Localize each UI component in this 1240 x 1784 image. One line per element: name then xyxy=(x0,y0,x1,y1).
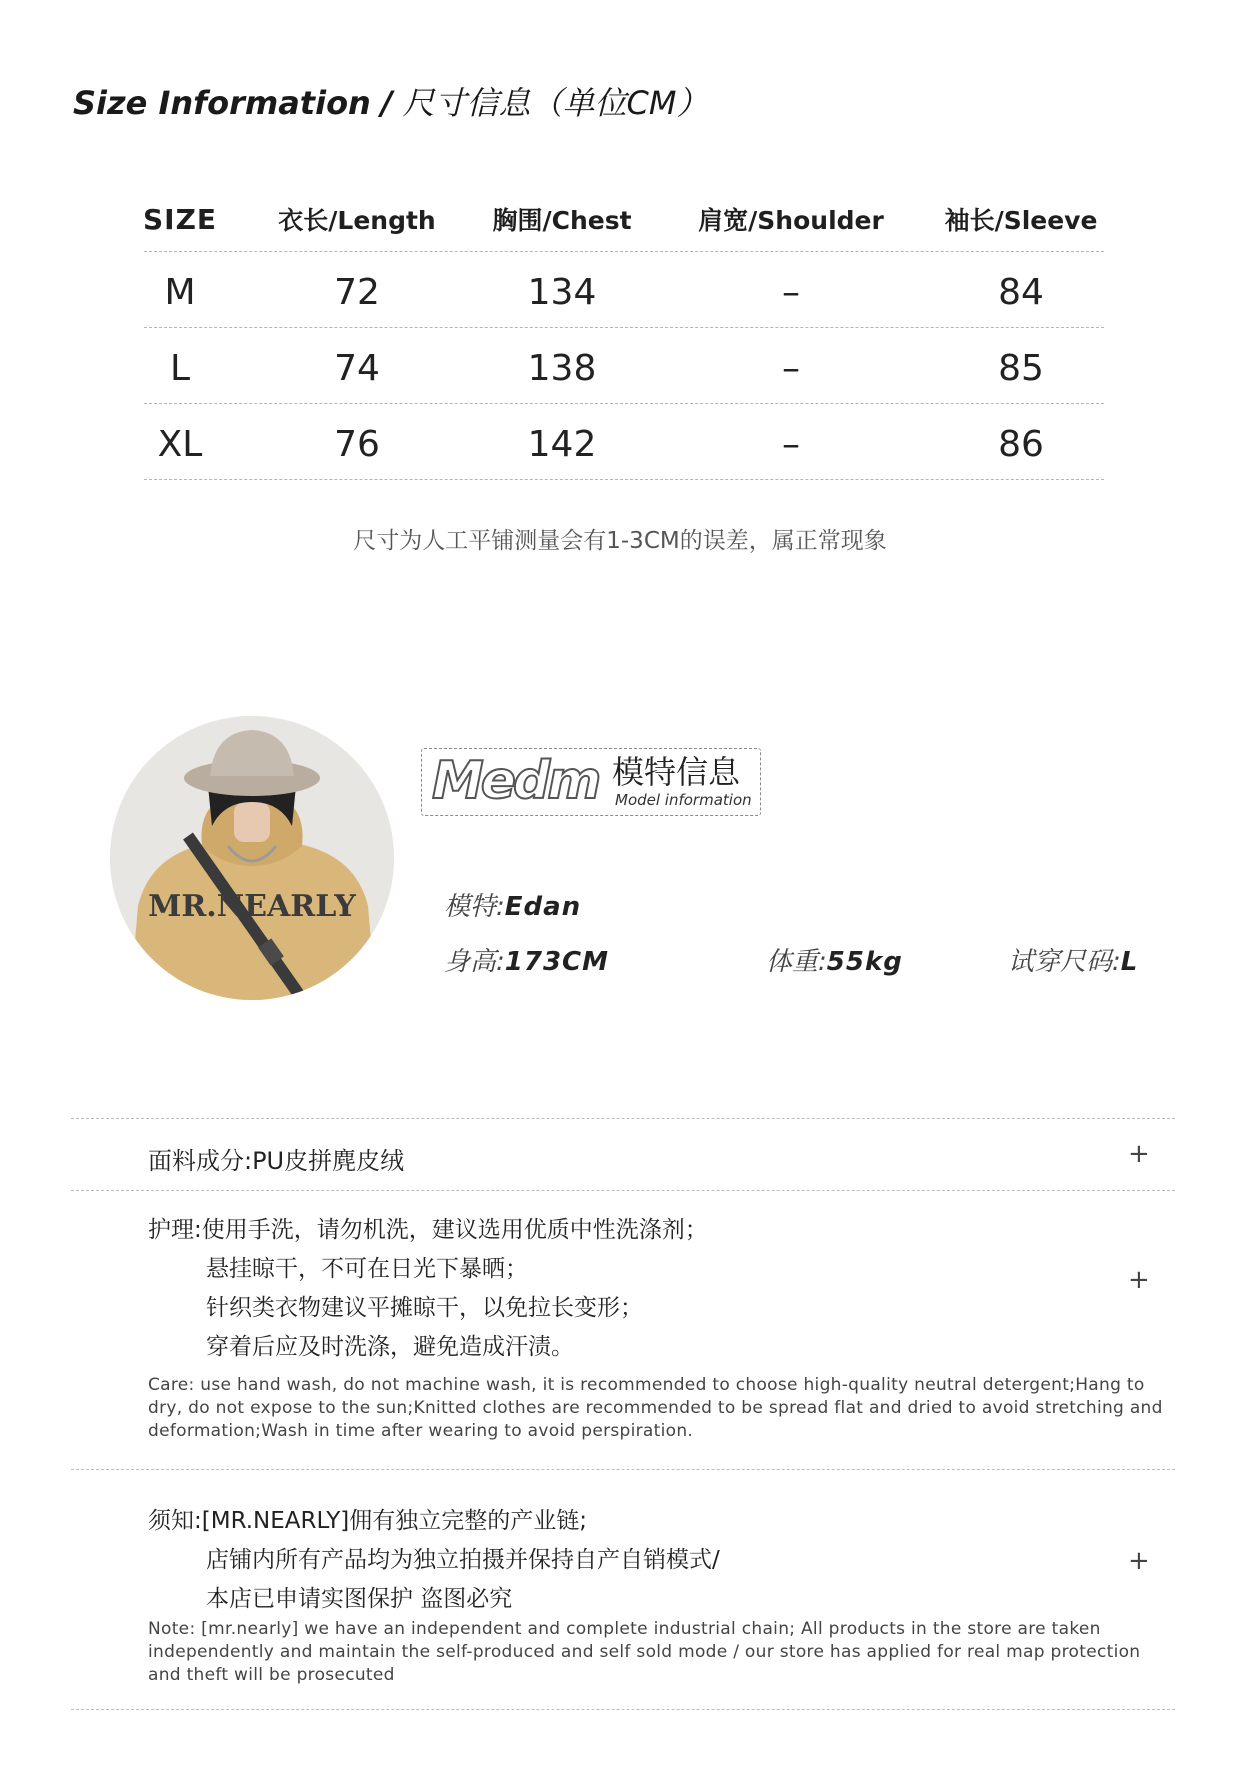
size-table xyxy=(144,195,1104,480)
fabric-composition: 面料成分:PU皮拼麂皮绒 xyxy=(148,1147,405,1175)
care-line-2: 悬挂晾干，不可在日光下暴晒； xyxy=(206,1256,528,1282)
notice-line-1: 须知:[MR.NEARLY]佣有独立完整的产业链; xyxy=(148,1508,588,1534)
cell-sleeve: 84 xyxy=(998,272,1044,313)
cell-sleeve: 85 xyxy=(998,348,1044,389)
model-size-value: L xyxy=(1120,947,1139,977)
notice-line-3: 本店已申请实图保护 盗图必究 xyxy=(206,1586,513,1612)
model-weight-value: 55kg xyxy=(826,947,903,977)
header-shoulder: 肩宽/Shoulder xyxy=(698,206,884,235)
care-expand-button[interactable]: + xyxy=(1128,1265,1150,1295)
model-size xyxy=(1008,941,1138,978)
care-english-text: Care: use hand wash, do not machine wash, it is recommended to choose high-quality neutral detergent;Hang to dry, do not expose to the sun;Knitted clothes are recommended to be spread flat and dried to avoid stretching and deformation;Wash in time after wearing to avoid perspiration. xyxy=(148,1375,1163,1441)
model-name-label: 模特: xyxy=(444,892,505,922)
table-row xyxy=(144,404,1104,480)
model-info-heading-zh: 模特信息 xyxy=(612,753,741,791)
model-name xyxy=(444,886,581,923)
model-info-heading-en: Model information xyxy=(615,791,752,809)
table-row xyxy=(144,252,1104,328)
header-size: SIZE xyxy=(142,203,218,236)
table-row xyxy=(144,328,1104,404)
table-header xyxy=(144,195,1104,252)
size-table-note: 尺寸为人工平铺测量会有1-3CM的误差，属正常现象 xyxy=(353,528,887,554)
model-height-label: 身高: xyxy=(444,947,505,977)
cell-length: 74 xyxy=(334,348,380,389)
title-slash: / xyxy=(380,84,393,122)
notice-expand-button[interactable]: + xyxy=(1128,1546,1150,1576)
model-size-label: 试穿尺码: xyxy=(1008,947,1121,977)
model-height xyxy=(444,941,609,978)
model-height-value: 173CM xyxy=(504,947,609,977)
model-name-value: Edan xyxy=(504,892,582,922)
cell-chest: 138 xyxy=(527,348,597,389)
divider xyxy=(71,1469,1175,1470)
cell-length: 72 xyxy=(334,272,380,313)
model-avatar xyxy=(110,716,394,1000)
title-zh: 尺寸信息（单位CM） xyxy=(402,84,709,122)
divider xyxy=(71,1118,1175,1119)
model-weight-label: 体重: xyxy=(766,947,827,977)
divider xyxy=(71,1709,1175,1710)
header-sleeve: 袖长/Sleeve xyxy=(944,206,1098,235)
page-title xyxy=(73,78,708,124)
header-chest: 胸围/Chest xyxy=(492,206,632,235)
cell-size: XL xyxy=(157,424,203,465)
care-line-3: 针织类衣物建议平摊晾干，以免拉长变形； xyxy=(206,1295,643,1321)
cell-length: 76 xyxy=(334,424,380,465)
cell-shoulder: – xyxy=(782,348,800,389)
care-line-1: 护理:使用手洗，请勿机洗，建议选用优质中性洗涤剂； xyxy=(148,1217,708,1243)
header-length: 衣长/Length xyxy=(278,206,436,235)
care-line-4: 穿着后应及时洗涤，避免造成汗渍。 xyxy=(206,1334,574,1360)
cell-shoulder: – xyxy=(782,272,800,313)
hoodie-print-text: MR.NEARLY xyxy=(148,889,356,924)
notice-line-2: 店铺内所有产品均为独立拍摄并保持自产自销模式/ xyxy=(206,1547,720,1573)
model-weight xyxy=(766,941,903,978)
title-en: Size Information xyxy=(73,84,371,122)
cell-size: M xyxy=(164,272,196,313)
model-photo-illustration xyxy=(110,716,394,1000)
cell-sleeve: 86 xyxy=(998,424,1044,465)
divider xyxy=(71,1190,1175,1191)
cell-size: L xyxy=(169,348,191,389)
notice-english-text: Note: [mr.nearly] we have an independent and complete industrial chain; All products in the store are taken independently and maintain the self-produced and self sold mode / our store has applied for real map protection and theft will be prosecuted xyxy=(148,1619,1141,1685)
medm-logo: Medm xyxy=(432,751,599,811)
fabric-expand-button[interactable]: + xyxy=(1128,1139,1150,1169)
cell-chest: 142 xyxy=(527,424,597,465)
cell-chest: 134 xyxy=(527,272,597,313)
model-info-badge xyxy=(421,748,761,816)
cell-shoulder: – xyxy=(782,424,800,465)
